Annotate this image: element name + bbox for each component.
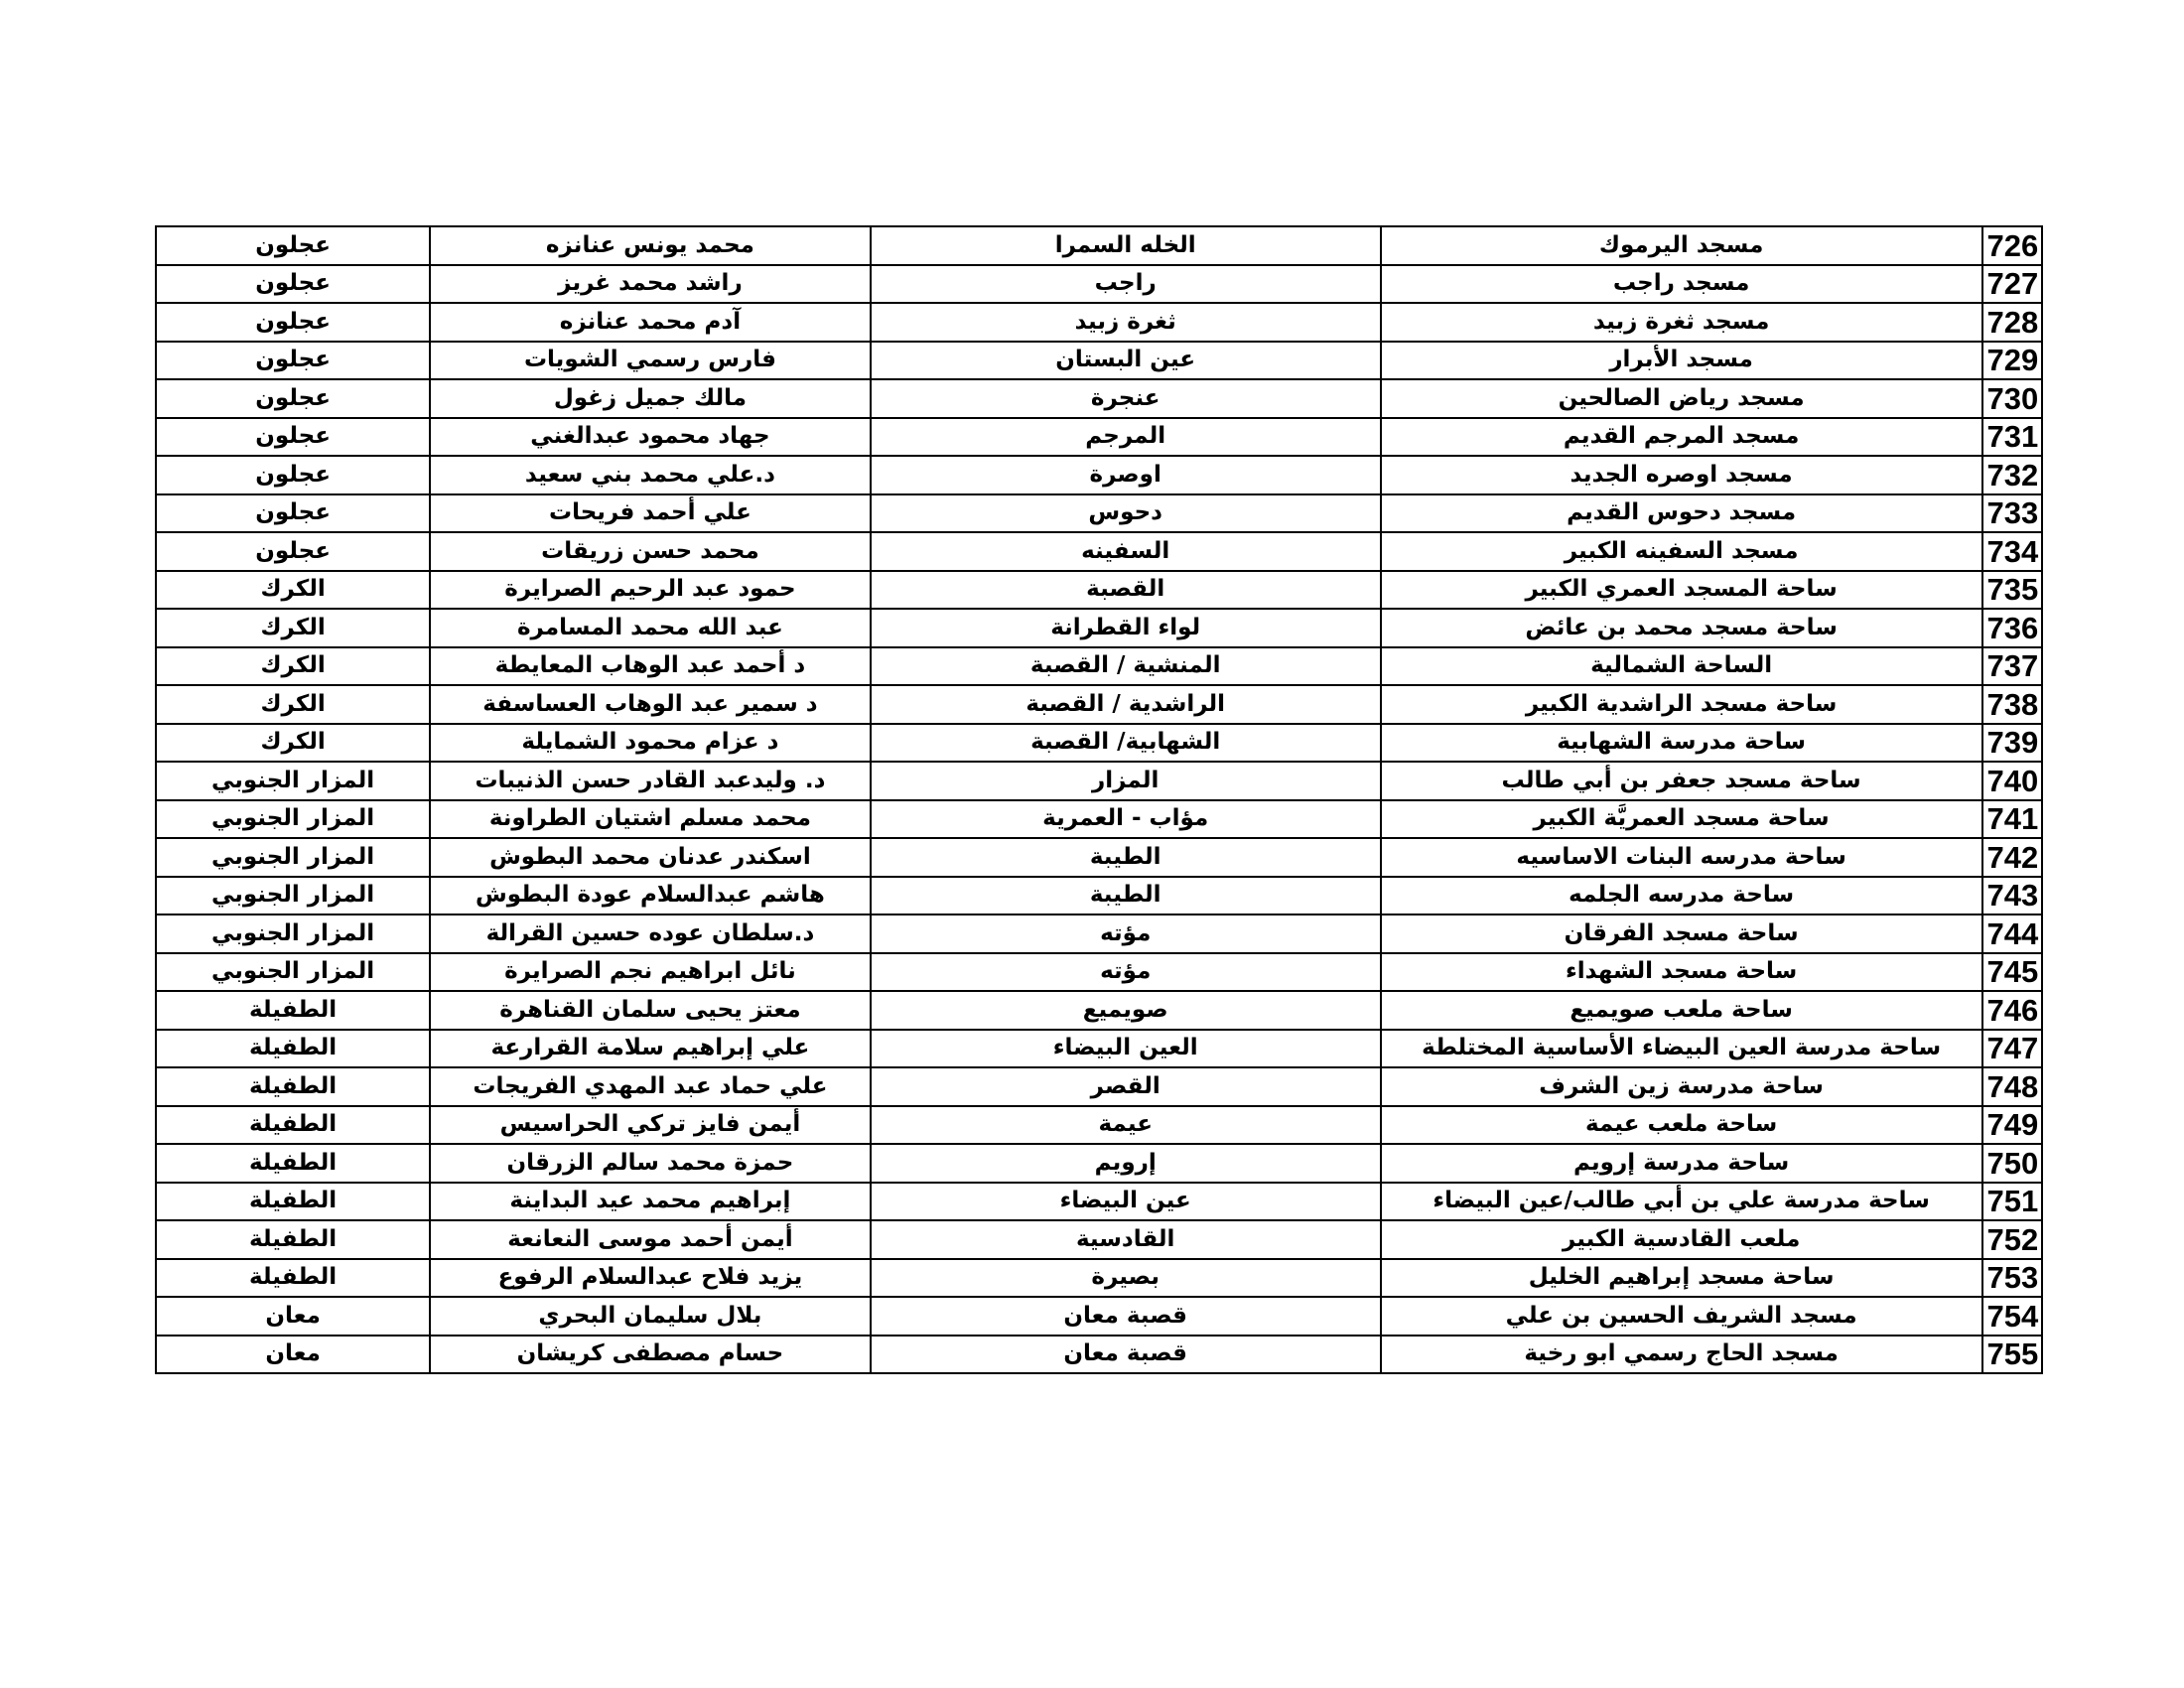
site-name-cell: الساحة الشمالية: [1381, 647, 1982, 686]
area-cell: القصر: [871, 1067, 1381, 1106]
governorate-cell: الكرك: [156, 685, 430, 724]
person-name-cell: عبد الله محمد المسامرة: [430, 609, 871, 647]
area-cell: القادسية: [871, 1220, 1381, 1259]
row-number-cell: 733: [1982, 494, 2043, 533]
row-number-cell: 728: [1982, 303, 2043, 342]
governorate-cell: عجلون: [156, 379, 430, 418]
area-cell: عنجرة: [871, 379, 1381, 418]
governorate-cell: المزار الجنوبي: [156, 838, 430, 877]
governorate-cell: معان: [156, 1297, 430, 1336]
person-name-cell: بلال سليمان البحري: [430, 1297, 871, 1336]
site-name-cell: مسجد راجب: [1381, 265, 1982, 304]
table-row: [156, 877, 2042, 915]
area-cell: قصبة معان: [871, 1336, 1381, 1374]
row-number-cell: 735: [1982, 571, 2043, 610]
row-number-cell: 736: [1982, 609, 2043, 647]
site-name-cell: مسجد ثغرة زبيد: [1381, 303, 1982, 342]
table-row: [156, 724, 2042, 763]
table-body: [156, 226, 2042, 1373]
site-name-cell: ساحة مسجد جعفر بن أبي طالب: [1381, 762, 1982, 800]
area-cell: السفينه: [871, 532, 1381, 571]
governorate-cell: عجلون: [156, 532, 430, 571]
area-cell: دحوس: [871, 494, 1381, 533]
governorate-cell: الكرك: [156, 647, 430, 686]
table-row: [156, 838, 2042, 877]
table-row: [156, 1220, 2042, 1259]
governorate-cell: المزار الجنوبي: [156, 800, 430, 839]
person-name-cell: محمد مسلم اشتيان الطراونة: [430, 800, 871, 839]
table-row: [156, 456, 2042, 494]
person-name-cell: معتز يحيى سلمان القناهرة: [430, 991, 871, 1030]
person-name-cell: راشد محمد غريز: [430, 265, 871, 304]
table-row: [156, 914, 2042, 953]
area-cell: الطيبة: [871, 877, 1381, 915]
row-number-cell: 755: [1982, 1336, 2043, 1374]
table-row: [156, 418, 2042, 457]
site-name-cell: مسجد المرجم القديم: [1381, 418, 1982, 457]
site-name-cell: ساحة مسجد محمد بن عائض: [1381, 609, 1982, 647]
person-name-cell: اسكندر عدنان محمد البطوش: [430, 838, 871, 877]
table-row: [156, 571, 2042, 610]
table-row: [156, 609, 2042, 647]
area-cell: المنشية / القصبة: [871, 647, 1381, 686]
person-name-cell: محمد حسن زريقات: [430, 532, 871, 571]
table-row: [156, 532, 2042, 571]
area-cell: المرجم: [871, 418, 1381, 457]
governorate-cell: الكرك: [156, 571, 430, 610]
table-row: [156, 800, 2042, 839]
table-row: [156, 762, 2042, 800]
row-number-cell: 730: [1982, 379, 2043, 418]
governorate-cell: عجلون: [156, 265, 430, 304]
area-cell: إرويم: [871, 1144, 1381, 1183]
table-row: [156, 342, 2042, 380]
row-number-cell: 747: [1982, 1030, 2043, 1068]
row-number-cell: 726: [1982, 226, 2043, 265]
row-number-cell: 734: [1982, 532, 2043, 571]
person-name-cell: د عزام محمود الشمايلة: [430, 724, 871, 763]
governorate-cell: المزار الجنوبي: [156, 877, 430, 915]
table-row: [156, 226, 2042, 265]
row-number-cell: 744: [1982, 914, 2043, 953]
table-row: [156, 494, 2042, 533]
person-name-cell: فارس رسمي الشويات: [430, 342, 871, 380]
site-name-cell: مسجد اليرموك: [1381, 226, 1982, 265]
site-name-cell: ساحة ملعب صويميع: [1381, 991, 1982, 1030]
site-name-cell: مسجد السفينه الكبير: [1381, 532, 1982, 571]
area-cell: عين البيضاء: [871, 1183, 1381, 1221]
governorate-cell: الطفيلة: [156, 1259, 430, 1298]
person-name-cell: حسام مصطفى كريشان: [430, 1336, 871, 1374]
table-row: [156, 1183, 2042, 1221]
row-number-cell: 749: [1982, 1106, 2043, 1145]
site-name-cell: ساحة مسجد الراشدية الكبير: [1381, 685, 1982, 724]
area-cell: الشهابية/ القصبة: [871, 724, 1381, 763]
prayer-sites-table: [155, 225, 2043, 1374]
governorate-cell: الطفيلة: [156, 1183, 430, 1221]
site-name-cell: ساحة مدرسه الجلمه: [1381, 877, 1982, 915]
governorate-cell: المزار الجنوبي: [156, 762, 430, 800]
governorate-cell: الطفيلة: [156, 1106, 430, 1145]
site-name-cell: مسجد اوصره الجديد: [1381, 456, 1982, 494]
row-number-cell: 740: [1982, 762, 2043, 800]
table-row: [156, 1067, 2042, 1106]
site-name-cell: ساحة مسجد إبراهيم الخليل: [1381, 1259, 1982, 1298]
person-name-cell: د أحمد عبد الوهاب المعايطة: [430, 647, 871, 686]
table-row: [156, 303, 2042, 342]
area-cell: عيمة: [871, 1106, 1381, 1145]
row-number-cell: 754: [1982, 1297, 2043, 1336]
row-number-cell: 739: [1982, 724, 2043, 763]
area-cell: قصبة معان: [871, 1297, 1381, 1336]
person-name-cell: د سمير عبد الوهاب العساسفة: [430, 685, 871, 724]
site-name-cell: ساحة مدرسة الشهابية: [1381, 724, 1982, 763]
area-cell: عين البستان: [871, 342, 1381, 380]
area-cell: راجب: [871, 265, 1381, 304]
row-number-cell: 741: [1982, 800, 2043, 839]
table-row: [156, 1030, 2042, 1068]
site-name-cell: مسجد الحاج رسمي ابو رخية: [1381, 1336, 1982, 1374]
row-number-cell: 748: [1982, 1067, 2043, 1106]
site-name-cell: مسجد رياض الصالحين: [1381, 379, 1982, 418]
table-row: [156, 953, 2042, 992]
area-cell: مؤاب - العمرية: [871, 800, 1381, 839]
governorate-cell: عجلون: [156, 226, 430, 265]
governorate-cell: الطفيلة: [156, 1220, 430, 1259]
area-cell: العين البيضاء: [871, 1030, 1381, 1068]
governorate-cell: المزار الجنوبي: [156, 914, 430, 953]
area-cell: الخله السمرا: [871, 226, 1381, 265]
row-number-cell: 746: [1982, 991, 2043, 1030]
site-name-cell: ساحة مدرسه البنات الاساسيه: [1381, 838, 1982, 877]
site-name-cell: مسجد الأبرار: [1381, 342, 1982, 380]
governorate-cell: الطفيلة: [156, 1067, 430, 1106]
table-row: [156, 647, 2042, 686]
person-name-cell: د.علي محمد بني سعيد: [430, 456, 871, 494]
area-cell: اوصرة: [871, 456, 1381, 494]
site-name-cell: ساحة مسجد الفرقان: [1381, 914, 1982, 953]
person-name-cell: إبراهيم محمد عيد البداينة: [430, 1183, 871, 1221]
row-number-cell: 752: [1982, 1220, 2043, 1259]
table-row: [156, 379, 2042, 418]
table-row: [156, 1336, 2042, 1374]
site-name-cell: ساحة مدرسة علي بن أبي طالب/عين البيضاء: [1381, 1183, 1982, 1221]
row-number-cell: 745: [1982, 953, 2043, 992]
person-name-cell: نائل ابراهيم نجم الصرايرة: [430, 953, 871, 992]
governorate-cell: المزار الجنوبي: [156, 953, 430, 992]
table-row: [156, 1297, 2042, 1336]
person-name-cell: أيمن فايز تركي الحراسيس: [430, 1106, 871, 1145]
area-cell: مؤته: [871, 914, 1381, 953]
person-name-cell: علي إبراهيم سلامة القرارعة: [430, 1030, 871, 1068]
site-name-cell: مسجد الشريف الحسين بن علي: [1381, 1297, 1982, 1336]
site-name-cell: ساحة مدرسة زين الشرف: [1381, 1067, 1982, 1106]
person-name-cell: د.سلطان عوده حسين القرالة: [430, 914, 871, 953]
person-name-cell: حمزة محمد سالم الزرقان: [430, 1144, 871, 1183]
person-name-cell: محمد يونس عنانزه: [430, 226, 871, 265]
governorate-cell: عجلون: [156, 494, 430, 533]
governorate-cell: عجلون: [156, 342, 430, 380]
row-number-cell: 732: [1982, 456, 2043, 494]
governorate-cell: معان: [156, 1336, 430, 1374]
person-name-cell: يزيد فلاح عبدالسلام الرفوع: [430, 1259, 871, 1298]
governorate-cell: الطفيلة: [156, 991, 430, 1030]
area-cell: صويميع: [871, 991, 1381, 1030]
person-name-cell: هاشم عبدالسلام عودة البطوش: [430, 877, 871, 915]
table-row: [156, 265, 2042, 304]
site-name-cell: ساحة ملعب عيمة: [1381, 1106, 1982, 1145]
person-name-cell: علي أحمد فريحات: [430, 494, 871, 533]
table-row: [156, 685, 2042, 724]
person-name-cell: علي حماد عبد المهدي الفريجات: [430, 1067, 871, 1106]
row-number-cell: 750: [1982, 1144, 2043, 1183]
site-name-cell: ساحة مدرسة العين البيضاء الأساسية المختلطة: [1381, 1030, 1982, 1068]
governorate-cell: الطفيلة: [156, 1030, 430, 1068]
area-cell: القصبة: [871, 571, 1381, 610]
area-cell: الطيبة: [871, 838, 1381, 877]
governorate-cell: عجلون: [156, 303, 430, 342]
area-cell: بصيرة: [871, 1259, 1381, 1298]
person-name-cell: أيمن أحمد موسى النعانعة: [430, 1220, 871, 1259]
row-number-cell: 738: [1982, 685, 2043, 724]
governorate-cell: الكرك: [156, 724, 430, 763]
site-name-cell: ملعب القادسية الكبير: [1381, 1220, 1982, 1259]
governorate-cell: الطفيلة: [156, 1144, 430, 1183]
row-number-cell: 742: [1982, 838, 2043, 877]
person-name-cell: آدم محمد عنانزه: [430, 303, 871, 342]
row-number-cell: 753: [1982, 1259, 2043, 1298]
table-row: [156, 1144, 2042, 1183]
row-number-cell: 731: [1982, 418, 2043, 457]
area-cell: ثغرة زبيد: [871, 303, 1381, 342]
governorate-cell: الكرك: [156, 609, 430, 647]
person-name-cell: د. وليدعبد القادر حسن الذنيبات: [430, 762, 871, 800]
table-row: [156, 1106, 2042, 1145]
table-row: [156, 991, 2042, 1030]
site-name-cell: مسجد دحوس القديم: [1381, 494, 1982, 533]
area-cell: المزار: [871, 762, 1381, 800]
area-cell: لواء القطرانة: [871, 609, 1381, 647]
site-name-cell: ساحة المسجد العمري الكبير: [1381, 571, 1982, 610]
row-number-cell: 743: [1982, 877, 2043, 915]
table-row: [156, 1259, 2042, 1298]
row-number-cell: 727: [1982, 265, 2043, 304]
row-number-cell: 729: [1982, 342, 2043, 380]
site-name-cell: ساحة مدرسة إرويم: [1381, 1144, 1982, 1183]
row-number-cell: 737: [1982, 647, 2043, 686]
governorate-cell: عجلون: [156, 456, 430, 494]
row-number-cell: 751: [1982, 1183, 2043, 1221]
person-name-cell: حمود عبد الرحيم الصرايرة: [430, 571, 871, 610]
area-cell: الراشدية / القصبة: [871, 685, 1381, 724]
person-name-cell: مالك جميل زغول: [430, 379, 871, 418]
site-name-cell: ساحة مسجد العمريَّة الكبير: [1381, 800, 1982, 839]
governorate-cell: عجلون: [156, 418, 430, 457]
site-name-cell: ساحة مسجد الشهداء: [1381, 953, 1982, 992]
person-name-cell: جهاد محمود عبدالغني: [430, 418, 871, 457]
area-cell: مؤته: [871, 953, 1381, 992]
